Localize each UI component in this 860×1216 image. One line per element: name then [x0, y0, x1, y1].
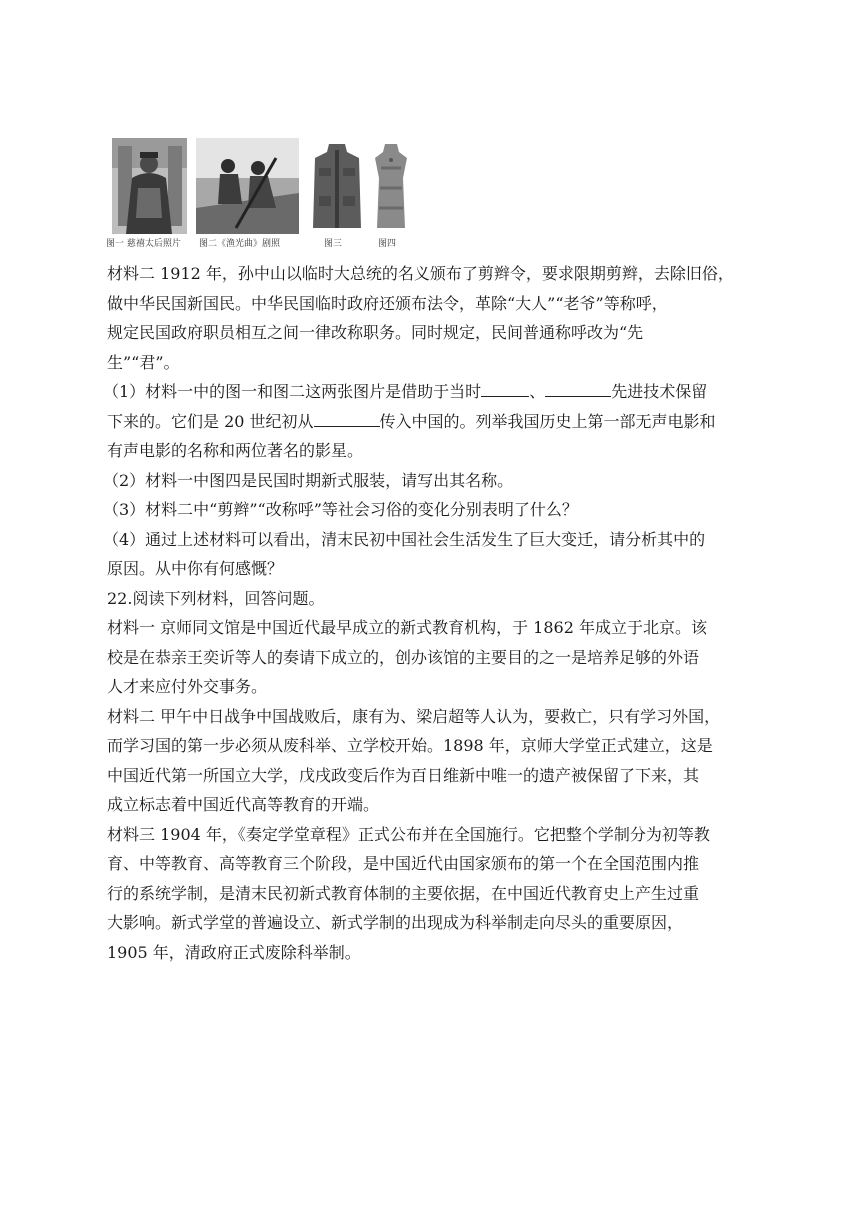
figure-4-qipao	[371, 138, 411, 234]
material-1-line: 人才来应付外交事务。	[107, 677, 268, 696]
answer-blank[interactable]	[545, 378, 611, 397]
material-2-line: 规定民国政府职员相互之间一律改称职务。同时规定，民间普通称呼改为“先	[107, 323, 644, 342]
material-2b-line: 材料二 甲午中日战争中国战败后，康有为、梁启超等人认为，要救亡，只有学习外国，	[107, 706, 721, 726]
material-2b-line: 成立标志着中国近代高等教育的开端。	[107, 795, 380, 814]
material-1-line: 材料一 京师同文馆是中国近代最早成立的新式教育机构，于 1862 年成立于北京。该	[107, 618, 707, 637]
material-1-line: 校是在恭亲王奕䜣等人的奏请下成立的，创办该馆的主要目的之一是培养足够的外语	[107, 647, 700, 667]
question-1-line-3: 有声电影的名称和两位著名的影星。	[107, 441, 364, 460]
material-2-line: 生”“君”。	[107, 352, 180, 372]
question-22-title: 22.阅读下列材料，回答问题。	[107, 588, 325, 608]
material-2-line: 做中华民国新国民。中华民国临时政府还颁布法令，革除“大人”“老爷”等称呼，	[107, 293, 668, 313]
material-3-line: 1905 年，清政府正式废除科举制。	[107, 942, 361, 962]
question-4-line-1: （4）通过上述材料可以看出，清末民初中国社会生活发生了巨大变迁，请分析其中的	[103, 529, 706, 549]
question-2: （2）材料一中图四是民国时期新式服装，请写出其名称。	[103, 470, 514, 490]
answer-blank[interactable]	[481, 378, 529, 397]
material-3-line: 育、中等教育、高等教育三个阶段，是中国近代由国家颁布的第一个在全国范围内推	[107, 854, 700, 873]
question-1-line-1: （1）材料一中的图一和图二这两张图片是借助于当时 、 先进技术保留	[103, 377, 757, 407]
caption-figure-3: 图三	[324, 239, 343, 249]
material-2b-line: 而学习国的第一步必须从废科举、立学校开始。1898 年，京师大学堂正式建立，这是	[107, 736, 713, 755]
figure-1-empress-dowager-photo	[112, 138, 187, 234]
material-3-line: 材料三 1904 年，《奏定学堂章程》正式公布并在全国施行。它把整个学制分为初等教	[107, 824, 710, 844]
caption-figure-1: 图一 慈禧太后照片	[106, 239, 181, 249]
figure-2-fishermans-song-still	[196, 138, 299, 234]
material-3-line: 行的系统学制，是清末民初新式教育体制的主要依据，在中国近代教育史上产生过重	[107, 883, 700, 903]
figure-captions	[106, 236, 416, 250]
material-3-line: 大影响。新式学堂的普遍设立、新式学制的出现成为科举制走向尽头的重要原因，	[107, 913, 684, 932]
caption-figure-4: 图四	[378, 239, 397, 249]
question-4-line-2: 原因。从中你有何感慨？	[107, 559, 284, 578]
caption-figure-2: 图二《渔光曲》剧照	[199, 239, 281, 249]
material-2b-line: 中国近代第一所国立大学，戊戌政变后作为百日维新中唯一的遗产被保留了下来，其	[107, 765, 700, 785]
material-2-line: 材料二 1912 年，孙中山以临时大总统的名义颁布了剪辫令，要求限期剪辫，去除旧俗，	[107, 264, 734, 283]
question-3: （3）材料二中“剪辫”“改称呼”等社会习俗的变化分别表明了什么？	[103, 500, 578, 519]
answer-blank[interactable]	[314, 408, 380, 427]
figure-3-zhongshan-suit	[311, 138, 363, 234]
figure-strip	[106, 136, 416, 252]
document-body	[103, 259, 757, 967]
question-1-line-2: 下来的。它们是 20 世纪初从 传入中国的。列举我国历史上第一部无声电影和	[107, 407, 757, 437]
